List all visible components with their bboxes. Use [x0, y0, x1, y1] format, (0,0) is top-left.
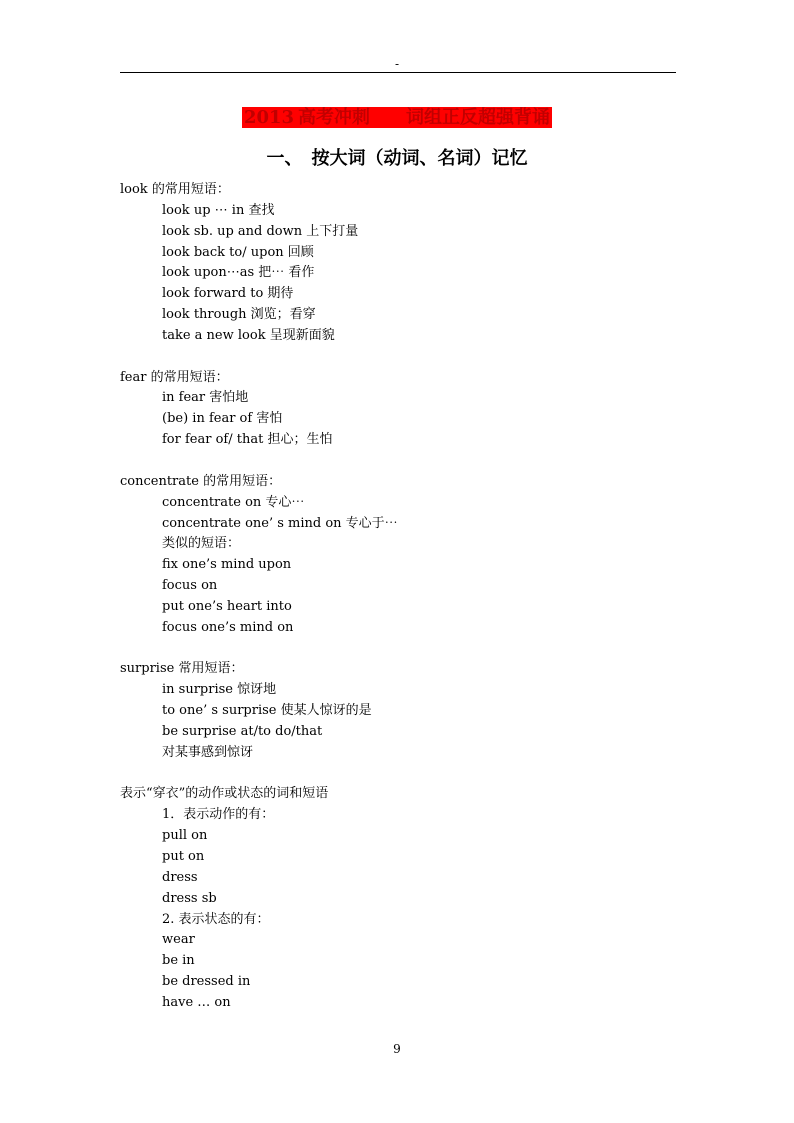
phrase-item: focus one’s mind on — [162, 619, 294, 635]
header-rule — [120, 72, 676, 73]
phrase-item: for fear of/ that 担心；生怕 — [162, 432, 333, 448]
section-concentrate — [120, 472, 676, 639]
title-year: 2013 — [243, 107, 295, 128]
section-surprise — [120, 659, 676, 763]
phrase-item: be in — [162, 953, 195, 969]
section-heading: concentrate 的常用短语： — [120, 473, 282, 489]
phrase-item: be surprise at/to do/that — [162, 723, 323, 739]
phrase-item: put one’s heart into — [162, 598, 292, 614]
content — [120, 180, 676, 1014]
section-subtitle: 一、 按大词（动词、名词）记忆 — [266, 148, 528, 169]
page-title — [0, 106, 794, 130]
phrase-item: pull on — [162, 828, 208, 844]
spacer — [120, 451, 676, 472]
phrase-item: 1．表示动作的有： — [162, 807, 275, 823]
phrase-item: concentrate on 专心⋯ — [162, 494, 305, 510]
phrase-item: concentrate one’ s mind on 专心于⋯ — [162, 515, 398, 531]
spacer — [120, 639, 676, 660]
phrase-item: wear — [162, 932, 195, 948]
section-look — [120, 180, 676, 347]
phrase-item: have … on — [162, 994, 231, 1010]
header-mark: - — [394, 57, 400, 71]
phrase-item: 类似的短语： — [162, 536, 241, 552]
phrase-item: 2. 表示状态的有： — [162, 911, 270, 927]
phrase-item: look up ⋯ in 查找 — [162, 202, 275, 218]
section-dress — [120, 784, 676, 1013]
phrase-item: look forward to 期待 — [162, 286, 294, 302]
section-fear — [120, 368, 676, 451]
phrase-item: be dressed in — [162, 974, 251, 990]
phrase-item: 对某事感到惊讶 — [162, 744, 254, 760]
section-heading: fear 的常用短语： — [120, 369, 229, 385]
section-heading: 表示“穿衣”的动作或状态的词和短语 — [120, 786, 329, 802]
phrase-item: to one’ s surprise 使某人惊讶的是 — [162, 703, 372, 719]
section-heading: look 的常用短语： — [120, 182, 230, 197]
phrase-item: look upon⋯as 把⋯ 看作 — [162, 265, 315, 281]
section-heading: surprise 常用短语： — [120, 661, 244, 677]
phrase-item: (be) in fear of 害怕 — [162, 411, 283, 427]
page-number: 9 — [393, 1042, 401, 1056]
phrase-item: look through 浏览；看穿 — [162, 307, 316, 323]
phrase-item: fix one’s mind upon — [162, 557, 292, 573]
phrase-item: take a new look 呈现新面貌 — [162, 327, 335, 343]
spacer — [120, 764, 676, 785]
phrase-item: dress — [162, 869, 198, 885]
title-text: 高考冲刺 词组正反超强背诵 — [298, 107, 551, 128]
phrase-item: dress sb — [162, 890, 217, 906]
phrase-item: focus on — [162, 578, 218, 594]
phrase-item: put on — [162, 849, 205, 864]
spacer — [120, 347, 676, 368]
phrase-item: look sb. up and down 上下打量 — [162, 223, 359, 239]
phrase-item: in fear 害怕地 — [162, 390, 249, 406]
phrase-item: look back to/ upon 回顾 — [162, 244, 314, 260]
phrase-item: in surprise 惊讶地 — [162, 682, 277, 698]
